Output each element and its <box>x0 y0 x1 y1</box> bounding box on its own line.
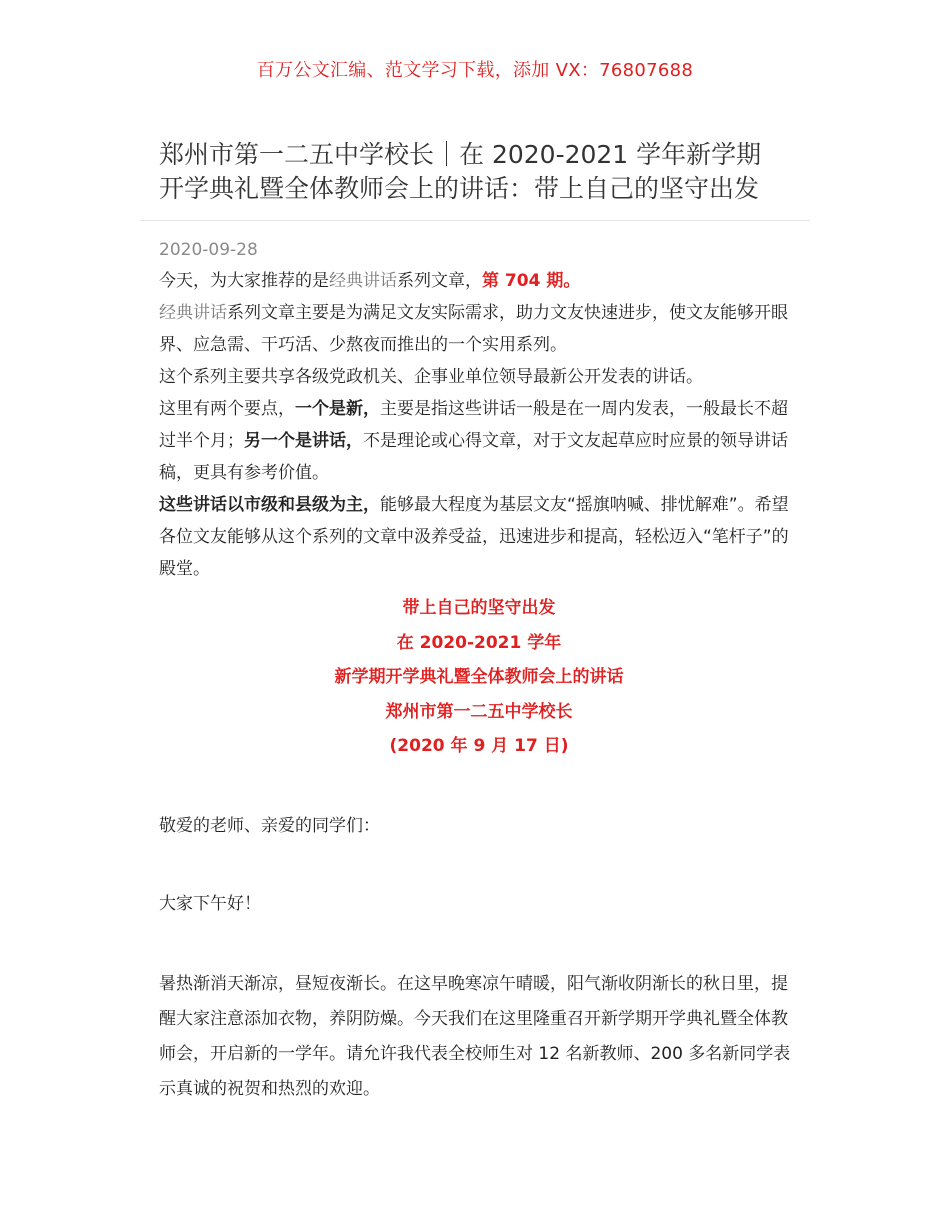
intro-paragraph-3: 这个系列主要共享各级党政机关、企事业单位领导最新公开发表的讲话。 <box>159 367 703 387</box>
series-name: 经典讲话 <box>329 271 397 291</box>
speech-header <box>159 591 799 764</box>
article-title <box>159 138 799 206</box>
issue-number: 第 704 期。 <box>482 271 581 291</box>
intro-text: 主要是指这些讲话一般是在一周内发表，一般最长不超过半个月； <box>159 399 788 451</box>
speech-greeting: 敬爱的老师、亲爱的同学们： <box>159 815 380 836</box>
intro-text: 今天，为大家推荐的是 <box>159 271 329 291</box>
key-point-speech: 另一个是讲话， <box>244 431 363 451</box>
intro-text: 不是理论或心得文章，对于文友起草应时应景的领导讲话稿，更具有参考价值。 <box>159 431 788 483</box>
article-title-line-1: 郑州市第一二五中学校长｜在 2020-2021 学年新学期 <box>159 140 762 169</box>
key-point-level: 这些讲话以市级和县级为主， <box>159 495 380 515</box>
speech-speaker: 郑州市第一二五中学校长 <box>385 701 573 722</box>
speech-title: 带上自己的坚守出发 <box>402 598 556 618</box>
promo-banner: 百万公文汇编、范文学习下载，添加 VX：76807688 <box>256 60 694 81</box>
speech-content <box>159 809 799 1107</box>
paragraph-spacer <box>159 922 799 967</box>
publish-date: 2020-09-28 <box>159 240 258 260</box>
speech-date: (2020 年 9 月 17 日) <box>389 736 569 756</box>
series-name: 经典讲话 <box>159 303 227 323</box>
intro-paragraph-4 <box>159 393 799 489</box>
speech-occasion: 新学期开学典礼暨全体教师会上的讲话 <box>334 667 624 687</box>
speech-hello: 大家下午好！ <box>159 893 261 914</box>
intro-text: 系列文章， <box>397 271 482 291</box>
intro-text: 这里有两个要点， <box>159 399 295 419</box>
intro-text: 能够最大程度为基层文友“摇旗呐喊、排忧解难”。希望各位文友能够从这个系列的文章中汲养受益，迅速进步和提高，轻松迈入“笔杆子”的殿堂。 <box>159 495 789 579</box>
key-point-new: 一个是新， <box>295 399 380 419</box>
title-divider <box>140 220 810 221</box>
article-title-line-2: 开学典礼暨全体教师会上的讲话：带上自己的坚守出发 <box>159 174 760 203</box>
intro-text: 系列文章主要是为满足文友实际需求，助力文友快速进步，使文友能够开眼界、应急需、干巧活、少熬夜而推出的一个实用系列。 <box>159 303 788 355</box>
article-body <box>159 265 799 1107</box>
speech-paragraph-1: 暑热渐消天渐凉，昼短夜渐长。在这早晚寒凉午晴暖，阳气渐收阴渐长的秋日里，提醒大家注意添加衣物，养阴防燥。今天我们在这里隆重召开新学期开学典礼暨全体教师会，开启新的一学年。请允许我代表全校师生对 12 名新教师、200 多名新同学表示真诚的祝贺和热烈的欢迎。 <box>159 973 791 1099</box>
paragraph-spacer <box>159 844 799 887</box>
intro-paragraph-1 <box>159 265 799 297</box>
speech-occasion-year: 在 2020-2021 学年 <box>396 632 562 653</box>
intro-paragraph-5 <box>159 489 799 585</box>
intro-paragraph-2 <box>159 297 799 361</box>
